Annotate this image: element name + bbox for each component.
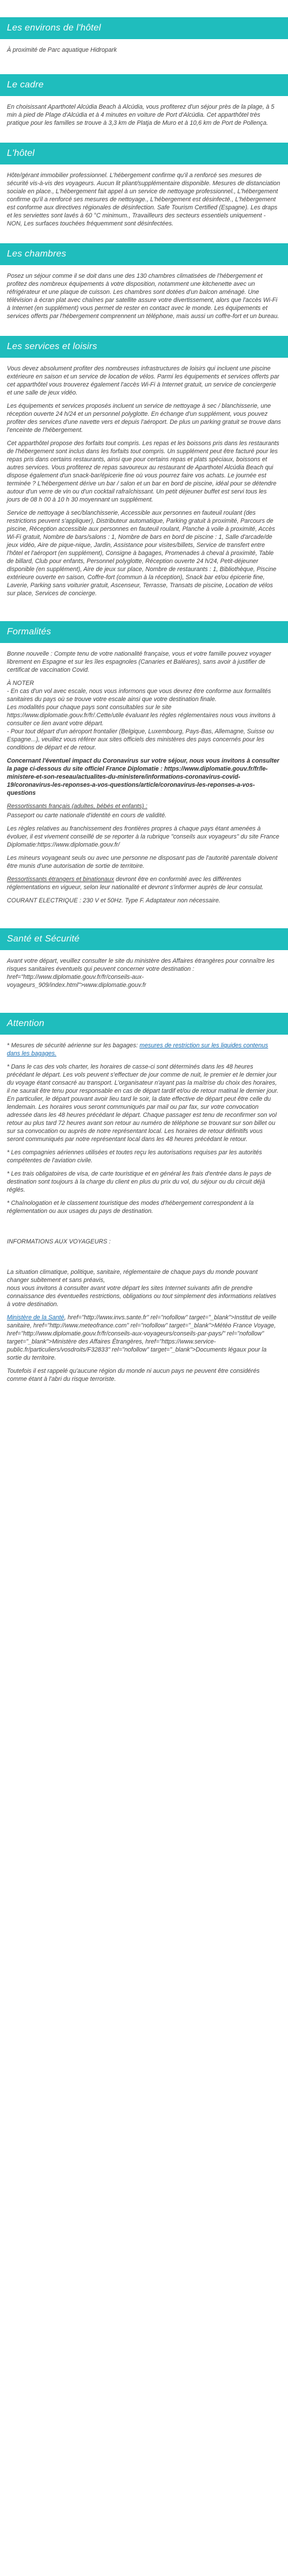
sante-title: Santé et Sécurité [7,934,80,944]
attention-info-heading: INFORMATIONS AUX VOYAGEURS : [7,1238,111,1245]
hotel-text: Hôte/gérant immobilier professionnel. L'hébergement confirme qu'il a renforcé ses mesures de sécurité vis-à-vis des voyageurs. Aucun lit pliant/supplémentaire disponible. Mesures de distanciation sociale en place., L'hébergement fait appel à un service de nettoyage professionnel., L'hébergement confirme qu'il a renforcé ses mesures de nettoyage., L'hébergement est désinfecté., L'hébergement est conforme aux directives régionales de désinfection. Safe Tourism Certified (Espagne). Les draps et les serviettes sont lavés à 60 °C minimum., Travailleurs des secteurs essentiels uniquement - NON, Les surfaces touchées fréquemment sont désinfectées. [7,172,281,227]
attention-situation: La situation climatique, politique, sanitaire, réglementaire de chaque pays du monde pouvant changer subitement et sans préavis, nous vous invitons à consulter avant votre départ les sites Internet suivants afin de prendre connaissance des éventuelles restrictions, obligations ou tout simplement des informations relatives à votre destination. [7,1269,276,1308]
attention-terrorism: Toutefois il est rappelé qu'aucune région du monde ni aucun pays ne peuvent être considérés comme étant à l'abri du risque terroriste. [7,1368,260,1383]
chambres-text: Posez un séjour comme il se doit dans une des 130 chambres climatisées de l'hébergement et profitez des nombreux équipements à votre disposition, notamment une kitchenette avec un réfrigérateur et une plaque de cuisson. Les chambres sont dotées d'un balcon aménagé. Une télévision à écran plat avec chaînes par satellite assure votre divertissement, alors que l'accès Wi-Fi à Internet (en supplément) vous permet de rester en contact avec le monde. Les équipements et services offerts par l'hébergement comprennent un téléphone, mais aussi un coffre-fort et un bureau. [7,273,279,320]
environs-text: À proximité de Parc aquatique Hidropark [7,47,117,53]
cadre-header [0,74,288,96]
chambres-section [0,265,288,330]
hotel-header [0,143,288,164]
formalites-note: À NOTER - En cas d'un vol avec escale, nous vous informons que vous devrez être conforme aux formalités sanitaires du pays où se trouve votre escale ainsi que votre destination finale. Les modalités pour chaque pays sont consultables sur le site https://www.diplomatie.gouv.fr/fr/.Cette/utile évaluant les règles réglementaires nous vous invitons à consulter ce lien avant votre départ. - Pour tout départ d'un aéroport frontalier (Belgique, Luxembourg, Pays-Bas, Allemagne, Suisse ou Espagne...), veuillez vous référer aux sites officiels des ministères des pays concernés pour les conditions de départ et de retour. [7,680,276,751]
attention-title: Attention [7,1019,44,1028]
formalites-coronavirus: Concernant l'éventuel impact du Coronavirus sur votre séjour, nous vous invitons à consulter la page ci-dessous du site officiel France Diplomatie : https://www.diplomatie.gouv.fr/fr/le-ministere-et-son-reseau/actualites-du-ministere/informations-coronavirus-covid-19/coronavirus-les-reponses-a-vos-questions/article/coronavirus-les-reponses-a-vos-questions [7,757,279,797]
formalites-foreigners-label: Ressortissants étrangers et binationaux [7,876,115,883]
page [0,17,288,1393]
attention-links-text: , href="http://www.invs.sante.fr" rel="nofollow" target="_blank">Institut de veille sanitaire, href="http://www.meteofrance.com" rel="nofollow" target="_blank">Météo France Voyage, href="http://www.diplomatie.gouv.fr/fr/conseils-aux-voyageurs/conseils-par-pays/" rel="nofollow" target="_blank">Ministère des Affaires Étrangères, href="https://www.service-public.fr/particuliers/vosdroits/F32833" rel="nofollow" target="_blank">Documents légaux pour la sortie du territoire. [7,1314,276,1361]
services-header [0,336,288,358]
formalites-foreigners [7,875,281,891]
formalites-minors: Les mineurs voyageant seuls ou avec une personne ne disposant pas de l'autorité parentale doivent être munis d'une autorisation de sortie de territoire. [7,855,278,870]
environs-title: Les environs de l'hôtel [7,23,101,33]
formalites-header [0,621,288,643]
services-title: Les services et loisirs [7,342,97,351]
attention-baggage-text: * Mesures de sécurité aérienne sur les bagages: [7,1042,140,1049]
hotel-title: L'hôtel [7,148,35,158]
attention-classification: * Chaînologation et le classement touristique des modes d'hébergement correspondent à la réglementation ou aux usages du pays de destination. [7,1200,254,1215]
attention-charter: * Dans le cas des vols charter, les horaires de casse-ci sont déterminés dans les 48 heures précédant le départ. Les vols peuvent s'effectuer de jour comme de nuit, le premier et le dernier jour du voyage étant consacré au transport. L'organisateur n'ayant pas la maîtrise du choix des horaires, il ne saurait être tenu pour responsable en cas de départ tardif et/ou de retour matinal le dernier jour. En particulier, le départ pouvant avoir lieu tard le soir, la date effective de départ peut être celle du lendemain. Les horaires vous seront communiqués par mail ou par fax, sur votre convocation adressée dans les 48 heures précédant le départ. Chaque passager est tenu de reconfirmer son vol retour au plus tard 72 heures avant son retour au numéro de téléphone se trouvant sur son billet ou sur sa convocation ou auprès de notre représentant local. Les horaires de retour définitifs vous seront communiqués par notre représentant local dans les 48 heures précédant le retour. [7,1063,279,1143]
formalites-foreigners-text: devront être en conformité avec les différentes réglementations en vigueur, selon leur nationalité et devront s'informer auprès de leur consulat. [7,876,264,891]
formalites-electric: COURANT ELECTRIQUE : 230 V et 50Hz. Type F. Adaptateur non nécessaire. [7,897,221,904]
ministere-sante-link[interactable]: Ministère de la Santé [7,1314,65,1321]
cadre-text: En choisissant Aparthotel Alcúdia Beach à Alcúdia, vous profiterez d'un séjour près de la plage, à 5 min à pied de Plage d'Alcúdia et à 4 minutes en voiture de Port d'Alcúdia. Cet apparthôtel très pratique pour les familles se trouve à 3,3 km de Platja de Muro et à 10,6 km de Port de Pollença. [7,104,275,127]
sante-text: Avant votre départ, veuillez consulter le site du ministère des Affaires étrangères pour connaître les risques sanitaires éventuels qui peuvent concerner votre destination : href="http://www.diplomatie.gouv.fr/fr/conseils-aux-voyageurs_909/index.html">www.diplomatie.gouv.fr [7,958,275,989]
sante-section [0,950,288,999]
formalites-title: Formalités [7,627,51,637]
services-section [0,358,288,607]
formalites-section [0,643,288,914]
services-text-2: Les équipements et services proposés incluent un service de nettoyage à sec / blanchisserie, une réception ouverte 24 h/24 et un personnel polyglotte. En échange d'un supplément, vous pouvez profiter des services d'une navette vers et depuis l'aéroport. De plus un parking gratuit se trouve dans l'enceinte de l'hébergement. [7,403,281,434]
services-text-4: Service de nettoyage à sec/blanchisserie, Accessible aux personnes en fauteuil roulant (des restrictions peuvent s'appliquer), Distributeur automatique, Parking gratuit à proximité, Parcours de piscine, Réception accessible aux personnes en fauteuil roulant, Planche à voile à proximité, Accès Wi-Fi gratuit, Nombre de bars/salons : 1, Nombre de bars en bord de piscine : 1, Salle d'arcade/de jeux vidéo, Aire de pique-nique, Jardin, Assistance pour visites/billets, Service de transfert entre l'hôtel et l'aéroport (en supplément), Consigne à bagages, Promenades à cheval à proximité, Table de billard, Club pour enfants, Personnel polyglotte, Réception ouverte 24 h/24, Petit-déjeuner disponible (en supplément), Aire de jeux sur place, Nombre de restaurants : 1, Bibliothèque, Piscine extérieure ouverte en saison, Coffre-fort (commun à la réception), Snack bar et/ou épicerie fine, Laverie, Parking sans voiturier gratuit, Ascenseur, Terrasse, Transats de piscine, Location de vélos sur place, Services de concierge. [7,510,276,597]
formalites-nationals-docs: Passeport ou carte nationale d'identité en cours de validité. [7,812,167,819]
formalites-rules: Les règles relatives au franchissement des frontières propres à chaque pays étant amenées à évoluer, il est vivement conseillé de se reporter à la rubrique "conseils aux voyageurs" du site France Diplomatie:https://www.diplomatie.gouv.fr/ [7,825,279,848]
attention-header [0,1013,288,1035]
hotel-section [0,164,288,238]
cadre-title: Le cadre [7,80,44,90]
attention-links [7,1314,281,1362]
environs-section [0,39,288,64]
attention-airlines: * Les compagnies aériennes utilisées et toutes reçu les autorisations requises par les autorités compétentes de l'aviation civile. [7,1149,262,1164]
attention-visa: * Les trais obligatoires de visa, de carte touristique et en général les frais d'entrée dans le pays de destination sont toujours à la charge du client en plus du prix du vol, du séjour ou du circuit déjà réglés. [7,1170,271,1193]
environs-header [0,17,288,39]
formalites-text-1: Bonne nouvelle : Compte tenu de votre nationalité française, vous et votre famille pouvez voyager librement en Espagne et sur les îles espagnoles (Canaries et Baléares), sans avoir à justifier de certificat de vaccination Covid. [7,650,271,673]
attention-baggage [7,1042,281,1058]
liquids-restriction-link[interactable]: mesures de restriction sur les liquides contenus dans les bagages. [7,1042,268,1057]
sante-header [0,928,288,950]
services-text-3: Cet apparthôtel propose des forfaits tout compris. Les repas et les boissons pris dans les restaurants de l'hébergement sont inclus dans les forfaits tout compris. Un supplément peut être facturé pour les repas pris dans certains restaurants, ainsi que pour certains repas et plats spéciaux, boissons et autres services. Vous profiterez de repas savoureux au restaurant de Aparthotel Alcúdia Beach qui dispose également d'un snack-bar/épicerie fine où vous pourrez faire vos achats. Le journée est terminée ? L'hébergement dérive un bar / salon et un bar en bord de piscine, idéal pour se détendre autour d'un verre de vin ou d'un cocktail rafraîchissant. Un petit déjeuner buffet est servi tous les jours de 08 h 00 à 10 h 30 moyennant un supplément. [7,440,279,503]
formalites-nationals-label: Ressortissants français (adultes, bébés et enfants) : [7,803,147,810]
chambres-header [0,243,288,265]
attention-section [0,1035,288,1393]
services-text-1: Vous devez absolument profiter des nombreuses infrastructures de loisirs qui incluent une piscine extérieure en saison et un service de location de vélos. Parmi les équipements et services offerts par cet apparthôtel vous trouverez également l'accès Wi-Fi à Internet gratuit, un service de conciergerie et une salle de jeux vidéo. [7,365,279,396]
cadre-section [0,96,288,137]
chambres-title: Les chambres [7,249,66,259]
